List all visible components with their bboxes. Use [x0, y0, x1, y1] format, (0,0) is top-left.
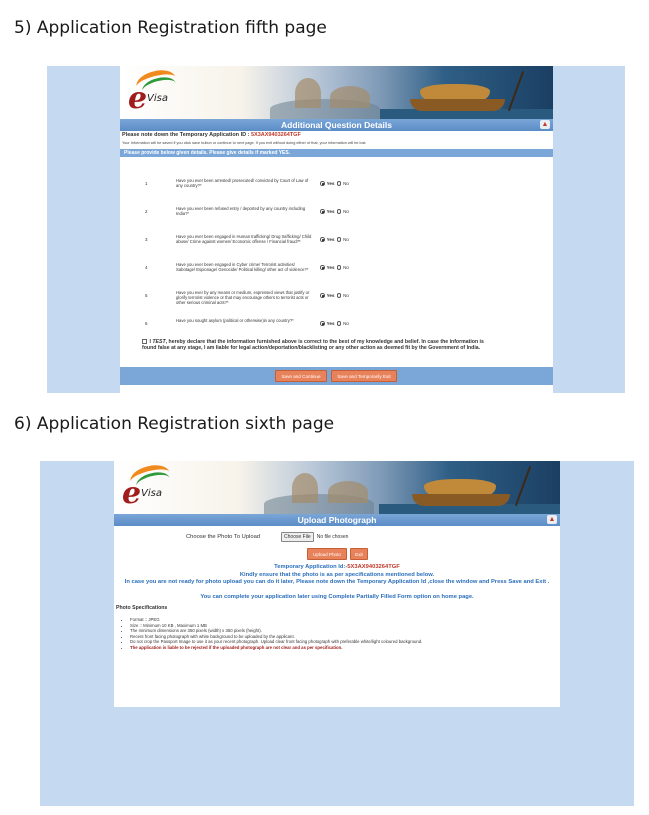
question-number: 3: [145, 237, 148, 242]
save-later-note: In case you are not ready for photo upload you can do it later, Please note down the Temporary Application Id ,close the window and Press Save and Exit .: [124, 579, 550, 585]
evisa-logo: e Visa: [120, 464, 180, 510]
no-radio[interactable]: [337, 209, 342, 214]
page-title: Additional Question Details: [281, 120, 392, 130]
save-note: Your Information will be saved if you click save button or continue to next page. If you exit without doing either of that, your information will be lost.: [122, 141, 367, 145]
no-label: No: [343, 181, 349, 186]
sixth-page-screenshot-frame: [40, 461, 634, 806]
specification-item: • Size :: Minimum 10 KB , Maximum 1 MB: [130, 623, 422, 629]
yes-label: Yes: [326, 237, 335, 242]
yes-radio[interactable]: [320, 293, 325, 298]
chevron-up-icon[interactable]: ▲: [548, 516, 556, 523]
temporary-id-line: Temporary Application Id:-5X3AX9403264TGF: [274, 564, 400, 570]
specification-item: • The minimum dimensions are 350 pixels (width) x 350 pixels (height).: [130, 628, 422, 634]
yes-label: Yes: [326, 209, 335, 214]
specification-item: • Do not crop the Passport Image to use it as your recent photograph. Upload clear front facing photograph with preferable white/light coloured background.: [130, 639, 422, 645]
question-text: Have you ever been engaged in Human trafficking/ Drug trafficking/ Child abuse/ Crime against women/ Economic offense / Financial fraud?*: [176, 234, 312, 245]
additional-questions-page: [120, 66, 553, 393]
specification-item: • Recent front facing photograph with white background to be uploaded by the applicant.: [130, 634, 422, 640]
temporary-id: 5X3AX9403264TGF: [250, 132, 301, 138]
yes-radio[interactable]: [320, 181, 325, 186]
no-radio[interactable]: [337, 321, 342, 326]
specification-item: • The application is liable to be rejected if the uploaded photograph are not clear and as per specification.: [130, 645, 422, 651]
no-label: No: [343, 265, 349, 270]
upload-row: [186, 532, 348, 542]
question-text: Have you ever been arrested/ prosecuted/ convicted by Court of Law of any country?*: [176, 178, 309, 189]
no-label: No: [343, 321, 349, 326]
temporary-id-note: Please note down the Temporary Application ID : 5X3AX9403264TGF: [122, 132, 301, 138]
choose-file-button[interactable]: Choose File: [281, 532, 314, 542]
question-number: 6: [145, 321, 148, 326]
upload-photo-button[interactable]: Upload Photo: [307, 548, 347, 560]
question-text: Have you sought asylum (political or otherwise)in any country?*: [176, 318, 294, 323]
question-row: [120, 290, 553, 306]
no-radio[interactable]: [337, 293, 342, 298]
question-number: 4: [145, 265, 148, 270]
yes-label: Yes: [326, 321, 335, 326]
yes-no-radio-group: [320, 321, 349, 326]
exit-button[interactable]: Exit: [350, 548, 368, 560]
fifth-page-screenshot-frame: [47, 66, 625, 393]
header-banner: [120, 66, 553, 119]
yes-radio[interactable]: [320, 321, 325, 326]
section-heading-fifth-page: 5) Application Registration fifth page: [14, 18, 327, 38]
yes-no-radio-group: [320, 209, 349, 214]
question-text: Have you ever been engaged in Cyber crime/ Terrorist activities/ Sabotage/ Espionage/ Genocide/ Political killing/ other act of violence?*: [176, 262, 309, 273]
complete-later-note: You can complete your application later using Complete Partially Filled Form option on home page.: [200, 594, 474, 600]
question-row: [120, 178, 553, 194]
page-title-bar: [114, 514, 560, 526]
question-row: [120, 234, 553, 250]
yes-label: Yes: [326, 293, 335, 298]
question-text: Have you ever been refused entry / deported by any country including India?*: [176, 206, 306, 217]
upload-photo-page: [114, 461, 560, 707]
yes-radio[interactable]: [320, 265, 325, 270]
photo-specifications-title: Photo Specifications: [116, 605, 168, 611]
instructions-bar: Please provide below given details. Please give details if marked YES.: [120, 149, 553, 157]
no-file-text: No file chosen: [316, 534, 349, 540]
form-footer: [120, 367, 553, 385]
no-label: No: [343, 209, 349, 214]
save-and-exit-button[interactable]: Save and Temporarily Exit: [331, 370, 397, 382]
section-heading-sixth-page: 6) Application Registration sixth page: [14, 414, 335, 434]
no-radio[interactable]: [337, 265, 342, 270]
evisa-logo: e Visa: [126, 69, 186, 115]
question-number: 2: [145, 209, 148, 214]
yes-label: Yes: [326, 181, 335, 186]
no-label: No: [343, 237, 349, 242]
yes-label: Yes: [326, 265, 335, 270]
question-row: [120, 206, 553, 222]
page-title: Upload Photograph: [297, 515, 377, 525]
page-title-bar: [120, 119, 553, 131]
question-text: Have you ever by any means or medium, expressed views that justify or glorify terrorist violence or that may encourage others to terrorist acts or other serious criminal acts?*: [176, 290, 310, 306]
no-label: No: [343, 293, 349, 298]
question-number: 5: [145, 293, 148, 298]
question-number: 1: [145, 181, 148, 186]
yes-no-radio-group: [320, 293, 349, 298]
yes-no-radio-group: [320, 181, 349, 186]
specification-item: • Format :: JPEG: [130, 617, 422, 623]
temporary-id: 5X3AX9403264TGF: [347, 564, 400, 570]
save-and-continue-button[interactable]: Save and Continue: [275, 370, 327, 382]
yes-no-radio-group: [320, 265, 349, 270]
question-row: [120, 262, 553, 278]
header-banner: [114, 461, 560, 514]
yes-no-radio-group: [320, 237, 349, 242]
no-radio[interactable]: [337, 181, 342, 186]
no-radio[interactable]: [337, 237, 342, 242]
declaration: I TEST, hereby declare that the information furnished above is correct to the best of my knowledge and belief. In case the information is found false at any stage, I am liable for legal action/deportation/blacklisting or any other action as deemed fit by the Government of India.: [142, 339, 484, 352]
yes-radio[interactable]: [320, 209, 325, 214]
question-row: [120, 318, 553, 334]
photo-spec-reminder: Kindly ensure that the photo is as per specifications mentioned below.: [239, 572, 435, 578]
chevron-up-icon[interactable]: ▲: [541, 121, 549, 128]
photo-specifications-list: [126, 617, 422, 651]
declaration-checkbox[interactable]: [142, 339, 147, 344]
choose-photo-label: Choose the Photo To Upload: [186, 534, 261, 540]
yes-radio[interactable]: [320, 237, 325, 242]
